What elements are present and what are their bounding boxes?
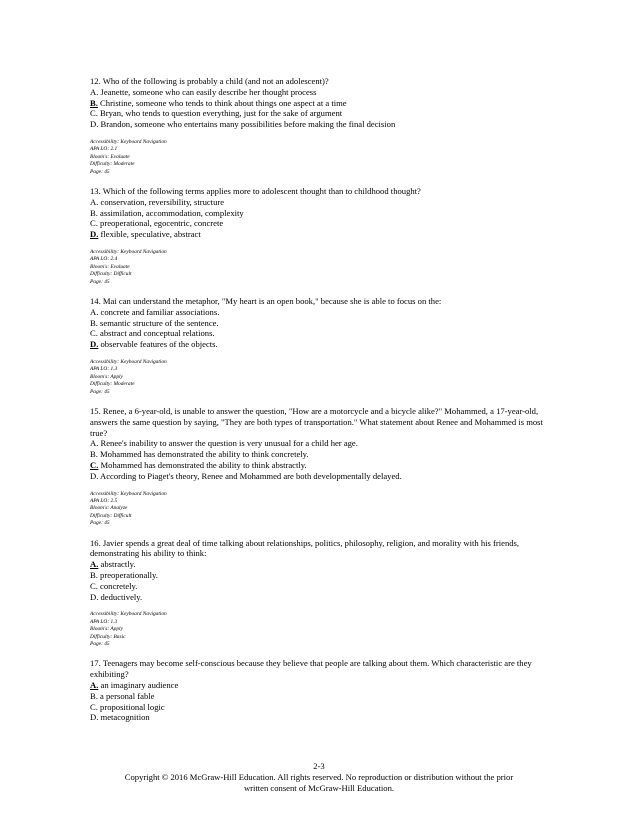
answer-text: Renee's inability to answer the question is very unusual for a child her age. <box>98 438 358 449</box>
answer-text: Jeanette, someone who can easily describe her thought process <box>98 86 317 97</box>
answer-text: Mohammed has demonstrated the ability to think concretely. <box>97 449 309 460</box>
answer-text: Brandon, someone who entertains many possibilities before making the final decision <box>98 119 396 130</box>
answer-text: Mohammed has demonstrated the ability to think abstractly. <box>98 460 307 471</box>
answer-option <box>90 712 560 723</box>
answer-option <box>90 208 560 219</box>
metadata-line: APA LO: 2.5 <box>90 498 118 505</box>
answer-letter: A. <box>90 196 99 207</box>
metadata-line: Page: 45 <box>90 278 110 285</box>
metadata-line: Bloom's: Evaluate <box>90 263 130 270</box>
answer-text: metacognition <box>98 712 150 723</box>
answer-option <box>90 581 560 592</box>
question-list <box>90 76 560 723</box>
answer-letter: C. <box>90 218 98 229</box>
question-block <box>90 296 560 396</box>
correct-answer-letter: D. <box>90 229 99 240</box>
metadata-line: Page: 45 <box>90 520 110 527</box>
question-metadata <box>90 139 560 176</box>
answer-letter: D. <box>90 591 99 602</box>
answer-letter: B. <box>90 570 98 581</box>
metadata-line: Bloom's: Apply <box>90 373 123 380</box>
answer-option <box>90 318 560 329</box>
answer-letter: A. <box>90 306 99 317</box>
answer-text: concretely. <box>97 580 138 591</box>
answer-option <box>90 119 560 130</box>
answer-letter: C. <box>90 580 98 591</box>
metadata-line: Accessibility: Keyboard Navigation <box>90 359 167 366</box>
answer-text: conservation, reversibility, structure <box>98 196 225 207</box>
answer-letter: B. <box>90 207 98 218</box>
answer-option <box>90 108 560 119</box>
answer-letter: C. <box>90 701 98 712</box>
answer-option <box>90 98 560 109</box>
question-stem: 16. Javier spends a great deal of time talking about relationships, politics, philosophy, religion, and morality with his friends, demonstrating his ability to think: <box>90 537 520 559</box>
answer-text: concrete and familiar associations. <box>98 306 220 317</box>
correct-answer-letter: C. <box>90 460 99 471</box>
question-stem: 15. Renee, a 6-year-old, is unable to answer the question, "How are a motorcycle and a bicycle alike?" Mohammed, a 17-year-old, answers the same question by saying, "They are both types of transportation." What statement about Renee and Mohammed is most true? <box>90 406 543 438</box>
answer-option <box>90 218 560 229</box>
correct-answer-letter: A. <box>90 680 99 691</box>
answer-text: a personal fable <box>97 690 155 701</box>
metadata-line: Bloom's: Evaluate <box>90 153 130 160</box>
metadata-line: Accessibility: Keyboard Navigation <box>90 138 167 145</box>
answer-text: According to Piaget's theory, Renee and Mohammed are both developmentally delayed. <box>98 470 402 481</box>
answer-text: flexible, speculative, abstract <box>98 229 201 240</box>
correct-answer-letter: B. <box>90 97 98 108</box>
metadata-line: Difficulty: Basic <box>90 633 126 640</box>
answer-letter: C. <box>90 328 98 339</box>
answer-letter: B. <box>90 690 98 701</box>
answer-option <box>90 307 560 318</box>
answer-text: observable features of the objects. <box>98 339 218 350</box>
correct-answer-letter: A. <box>90 559 99 570</box>
answer-letter: D. <box>90 470 99 481</box>
answer-letter: A. <box>90 86 99 97</box>
answer-text: abstract and conceptual relations. <box>97 328 215 339</box>
question-metadata <box>90 491 560 528</box>
metadata-line: Difficulty: Moderate <box>90 161 135 168</box>
correct-answer-letter: D. <box>90 339 99 350</box>
page-number: 2-3 <box>313 761 325 771</box>
metadata-line: APA LO: 1.3 <box>90 366 118 373</box>
answer-option <box>90 460 560 471</box>
question-block <box>90 76 560 176</box>
metadata-line: Accessibility: Keyboard Navigation <box>90 249 167 255</box>
answer-option <box>90 702 560 713</box>
metadata-line: Page: 45 <box>90 168 110 175</box>
metadata-line: Bloom's: Apply <box>90 626 123 633</box>
question-block <box>90 658 560 723</box>
metadata-line: APA LO: 2.1 <box>90 146 118 153</box>
question-block <box>90 186 560 286</box>
answer-option <box>90 87 560 98</box>
answer-text: semantic structure of the sentence. <box>97 317 219 328</box>
answer-letter: C. <box>90 108 98 119</box>
answer-option <box>90 339 560 350</box>
answer-text: deductively. <box>98 591 143 602</box>
question-stem: 12. Who of the following is probably a child (and not an adolescent)? <box>90 76 329 86</box>
question-block <box>90 406 560 528</box>
metadata-line: Accessibility: Keyboard Navigation <box>90 611 167 618</box>
answer-text: preoperational, egocentric, concrete <box>97 218 224 229</box>
answer-option <box>90 328 560 339</box>
question-stem: 14. Mai can understand the metaphor, "My heart is an open book," because she is able to focus on the: <box>90 296 442 307</box>
question-metadata <box>90 611 560 648</box>
answer-option <box>90 471 560 482</box>
answer-option <box>90 197 560 208</box>
answer-letter: A. <box>90 438 99 449</box>
metadata-line: Bloom's: Analyze <box>90 505 128 512</box>
copyright-line-2: written consent of McGraw-Hill Education. <box>243 783 395 793</box>
answer-option <box>90 229 560 240</box>
metadata-line: Difficulty: Difficult <box>90 271 132 278</box>
question-block <box>90 538 560 649</box>
answer-text: preoperationally. <box>97 570 158 581</box>
metadata-line: APA LO: 1.3 <box>90 618 118 625</box>
question-metadata <box>90 359 560 396</box>
answer-text: assimilation, accommodation, complexity <box>97 207 244 218</box>
answer-text: an imaginary audience <box>98 680 179 691</box>
metadata-line: APA LO: 2.4 <box>90 256 118 263</box>
copyright-line-1: Copyright © 2016 McGraw-Hill Education. All rights reserved. No reproduction or distribution without the prior <box>124 772 514 782</box>
answer-option <box>90 570 560 581</box>
answer-option <box>90 438 560 449</box>
answer-text: Bryan, who tends to question everything, just for the sake of argument <box>97 108 343 119</box>
metadata-line: Difficulty: Moderate <box>90 381 135 388</box>
answer-letter: D. <box>90 119 99 130</box>
page-footer <box>60 761 578 794</box>
metadata-line: Difficulty: Difficult <box>90 512 132 519</box>
answer-option <box>90 559 560 570</box>
answer-option <box>90 449 560 460</box>
answer-letter: B. <box>90 317 98 328</box>
answer-letter: D. <box>90 712 99 723</box>
answer-letter: B. <box>90 449 98 460</box>
answer-option <box>90 691 560 702</box>
metadata-line: Page: 45 <box>90 641 110 648</box>
metadata-line: Page: 45 <box>90 388 110 395</box>
question-stem: 13. Which of the following terms applies more to adolescent thought than to childhood thought? <box>90 186 421 197</box>
question-metadata <box>90 249 560 286</box>
question-stem: 17. Teenagers may become self-conscious because they believe that people are talking about them. Which characteristic are they exhibiting? <box>90 658 532 680</box>
answer-option <box>90 680 560 691</box>
answer-option <box>90 592 560 603</box>
answer-text: propositional logic <box>97 701 165 712</box>
answer-text: abstractly. <box>98 559 136 570</box>
metadata-line: Accessibility: Keyboard Navigation <box>90 490 167 497</box>
answer-text: Christine, someone who tends to think about things one aspect at a time <box>97 97 347 108</box>
